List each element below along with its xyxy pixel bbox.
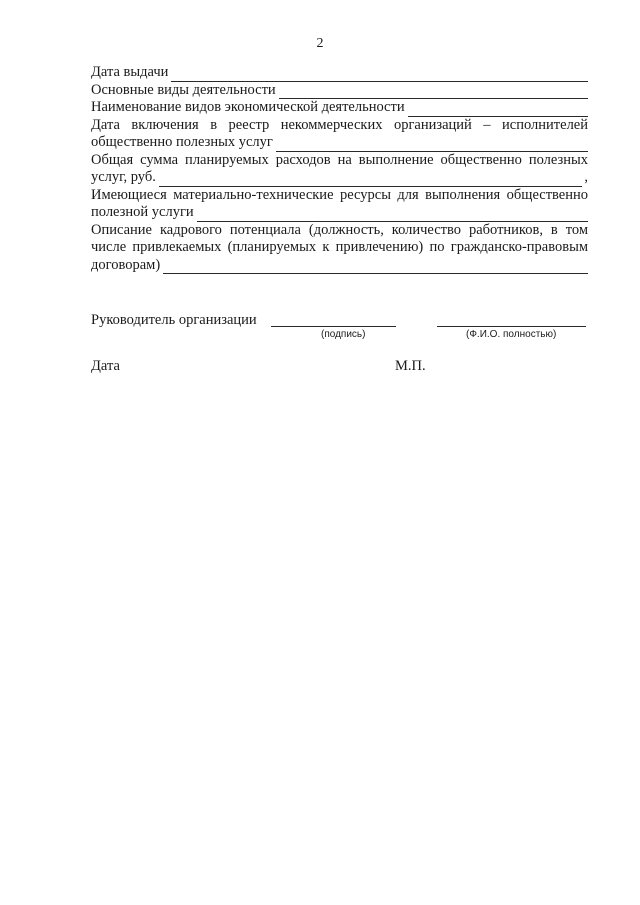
date-label: Дата: [91, 358, 120, 374]
expenses-blank: [159, 173, 583, 187]
staff-row-3: [91, 257, 588, 275]
expenses-row-1: [91, 152, 588, 170]
expenses-label-line-2: услуг, руб.: [91, 169, 156, 185]
resources-label-line-1: Имеющиеся материально-технические ресурсы для выполнения общественно: [91, 186, 588, 203]
resources-row-1: [91, 187, 588, 205]
issue-date-blank: [171, 68, 588, 82]
application-form: [91, 64, 588, 274]
registry-label-line-2: общественно полезных услуг: [91, 134, 273, 150]
resources-row-2: [91, 204, 588, 222]
full-name-blank: [437, 326, 586, 327]
page-number: 2: [316, 36, 324, 51]
expenses-label-line-1: Общая сумма планируемых расходов на выполнение общественно полезных: [91, 151, 588, 168]
signature-caption: (подпись): [321, 329, 366, 340]
economic-activities-blank: [408, 103, 588, 117]
resources-blank: [197, 208, 588, 222]
signature-block: [91, 312, 591, 352]
staff-blank: [163, 260, 588, 274]
resources-label-line-2: полезной услуги: [91, 204, 194, 220]
expenses-tail: ,: [584, 169, 588, 185]
main-activities-blank: [279, 85, 588, 99]
registry-row-2: [91, 134, 588, 152]
registry-row-1: [91, 117, 588, 135]
expenses-row-2: [91, 169, 588, 187]
issue-date-row: [91, 64, 588, 82]
staff-label-line-3: договорам): [91, 256, 161, 273]
registry-blank: [276, 138, 588, 152]
staff-row-2: [91, 239, 588, 257]
signature-blank: [271, 326, 396, 327]
registry-label-line-1: Дата включения в реестр некоммерческих организаций – исполнителей: [91, 116, 588, 133]
issue-date-label: Дата выдачи: [91, 64, 169, 80]
head-of-organization-label: Руководитель организации: [91, 312, 257, 328]
staff-label-line-2: числе привлекаемых (планируемых к привлечению) по гражданско-правовым: [91, 239, 588, 255]
full-name-caption: (Ф.И.О. полностью): [466, 329, 557, 340]
stamp-place-label: М.П.: [395, 358, 426, 374]
staff-label-line-1: Описание кадрового потенциала (должность, количество работников, в том: [91, 221, 588, 238]
economic-activities-label: Наименование видов экономической деятельности: [91, 99, 405, 115]
main-activities-label: Основные виды деятельности: [91, 81, 276, 98]
main-activities-row: [91, 82, 588, 100]
staff-row-1: [91, 222, 588, 240]
economic-activities-row: [91, 99, 588, 117]
